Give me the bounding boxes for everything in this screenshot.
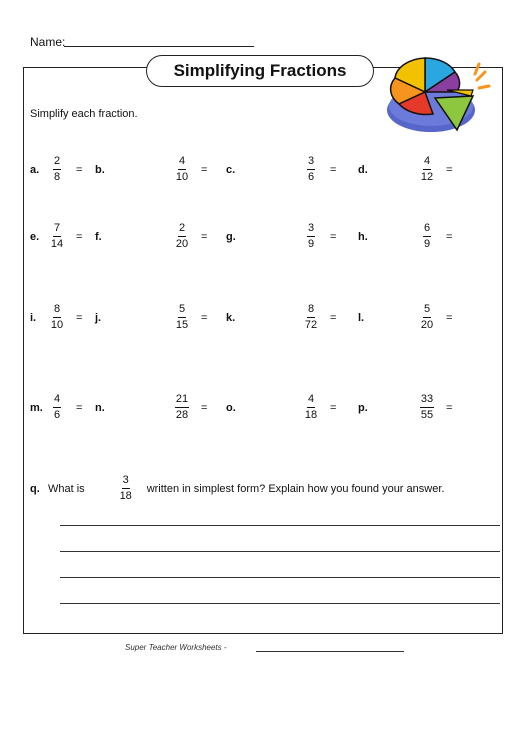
equals-sign: = (76, 311, 83, 324)
problem-item (30, 222, 82, 251)
fraction-numerator: 4 (178, 155, 186, 170)
equals-sign: = (76, 163, 83, 176)
fraction-numerator: 2 (178, 222, 186, 237)
problem-item (226, 303, 336, 332)
problem-item (358, 303, 452, 332)
fraction (302, 155, 320, 184)
problem-item (30, 303, 82, 332)
question-prefix: What is (48, 482, 85, 495)
problem-letter: m. (30, 401, 43, 414)
fraction-denominator: 9 (423, 238, 431, 250)
problem-letter: l. (358, 311, 365, 324)
problem-letter: f. (95, 230, 102, 243)
fraction (48, 155, 66, 184)
fraction-denominator: 15 (175, 319, 189, 331)
pie-chart-illustration-icon (385, 50, 495, 140)
problem-letter: n. (95, 401, 105, 414)
problem-letter: i. (30, 311, 37, 324)
fraction-numerator: 3 (307, 155, 315, 170)
fraction (173, 222, 191, 251)
fraction-denominator: 55 (420, 409, 434, 421)
name-label: Name: (30, 35, 66, 49)
fraction (48, 222, 66, 251)
fraction-denominator: 20 (420, 319, 434, 331)
equals-sign: = (446, 311, 453, 324)
problem-letter: e. (30, 230, 40, 243)
problem-item (226, 222, 336, 251)
fraction (48, 303, 66, 332)
footer-text: Super Teacher Worksheets - (125, 643, 227, 652)
fraction-numerator: 5 (178, 303, 186, 318)
fraction-denominator: 8 (53, 171, 61, 183)
fraction-numerator: 4 (307, 393, 315, 408)
question-suffix: written in simplest form? Explain how you found your answer. (146, 482, 445, 495)
equals-sign: = (76, 230, 83, 243)
problem-letter: p. (358, 401, 368, 414)
problem-item (358, 393, 452, 422)
fraction-denominator: 18 (119, 490, 132, 502)
fraction-denominator: 28 (175, 409, 189, 421)
fraction (173, 155, 191, 184)
fraction-numerator: 21 (175, 393, 189, 408)
equals-sign: = (330, 230, 337, 243)
fraction-numerator: 33 (420, 393, 434, 408)
problem-letter: a. (30, 163, 40, 176)
problem-item (30, 393, 82, 422)
problem-letter: j. (95, 311, 102, 324)
fraction-denominator: 20 (175, 238, 189, 250)
problem-item (226, 155, 336, 184)
name-field[interactable] (64, 46, 254, 47)
problem-letter: b. (95, 163, 105, 176)
answer-line-2[interactable] (60, 551, 500, 552)
fraction-denominator: 10 (175, 171, 189, 183)
fraction (418, 393, 436, 422)
problem-letter: o. (226, 401, 236, 414)
problem-item (95, 155, 207, 184)
fraction (302, 303, 320, 332)
fraction (418, 155, 436, 184)
fraction-numerator: 4 (53, 393, 61, 408)
equals-sign: = (446, 163, 453, 176)
equals-sign: = (446, 230, 453, 243)
fraction-denominator: 6 (307, 171, 315, 183)
fraction-denominator: 10 (50, 319, 64, 331)
equals-sign: = (201, 311, 208, 324)
answer-line-1[interactable] (60, 525, 500, 526)
problem-letter: h. (358, 230, 368, 243)
fraction-denominator: 18 (304, 409, 318, 421)
fraction-numerator: 6 (423, 222, 431, 237)
page-title: Simplifying Fractions (146, 55, 374, 87)
fraction-numerator: 7 (53, 222, 61, 237)
fraction-numerator: 5 (423, 303, 431, 318)
equals-sign: = (201, 163, 208, 176)
fraction-denominator: 12 (420, 171, 434, 183)
problem-item (95, 222, 207, 251)
fraction-denominator: 14 (50, 238, 64, 250)
fraction-numerator: 3 (122, 474, 130, 489)
problem-item (95, 393, 207, 422)
fraction (418, 222, 436, 251)
question-fraction (117, 474, 135, 503)
equals-sign: = (201, 230, 208, 243)
worksheet-frame (23, 67, 503, 634)
fraction-numerator: 8 (307, 303, 315, 318)
question-q (30, 474, 444, 503)
fraction (173, 393, 191, 422)
fraction-numerator: 8 (53, 303, 61, 318)
fraction (302, 393, 320, 422)
fraction (418, 303, 436, 332)
fraction (173, 303, 191, 332)
problem-item (358, 222, 452, 251)
equals-sign: = (446, 401, 453, 414)
fraction-denominator: 72 (304, 319, 318, 331)
fraction-denominator: 6 (53, 409, 61, 421)
fraction-numerator: 2 (53, 155, 61, 170)
fraction (302, 222, 320, 251)
fraction-numerator: 4 (423, 155, 431, 170)
equals-sign: = (330, 163, 337, 176)
problem-item (358, 155, 452, 184)
problem-item (30, 155, 82, 184)
fraction-numerator: 3 (307, 222, 315, 237)
equals-sign: = (330, 311, 337, 324)
problem-item (226, 393, 336, 422)
problem-item (95, 303, 207, 332)
problem-letter: c. (226, 163, 236, 176)
instructions: Simplify each fraction. (30, 108, 138, 120)
equals-sign: = (330, 401, 337, 414)
equals-sign: = (76, 401, 83, 414)
footer-line (256, 651, 404, 652)
fraction-denominator: 9 (307, 238, 315, 250)
answer-line-3[interactable] (60, 577, 500, 578)
fraction (48, 393, 66, 422)
problem-letter: d. (358, 163, 368, 176)
problem-letter: k. (226, 311, 236, 324)
answer-line-4[interactable] (60, 603, 500, 604)
equals-sign: = (201, 401, 208, 414)
problem-letter: g. (226, 230, 236, 243)
question-letter: q. (30, 482, 40, 495)
